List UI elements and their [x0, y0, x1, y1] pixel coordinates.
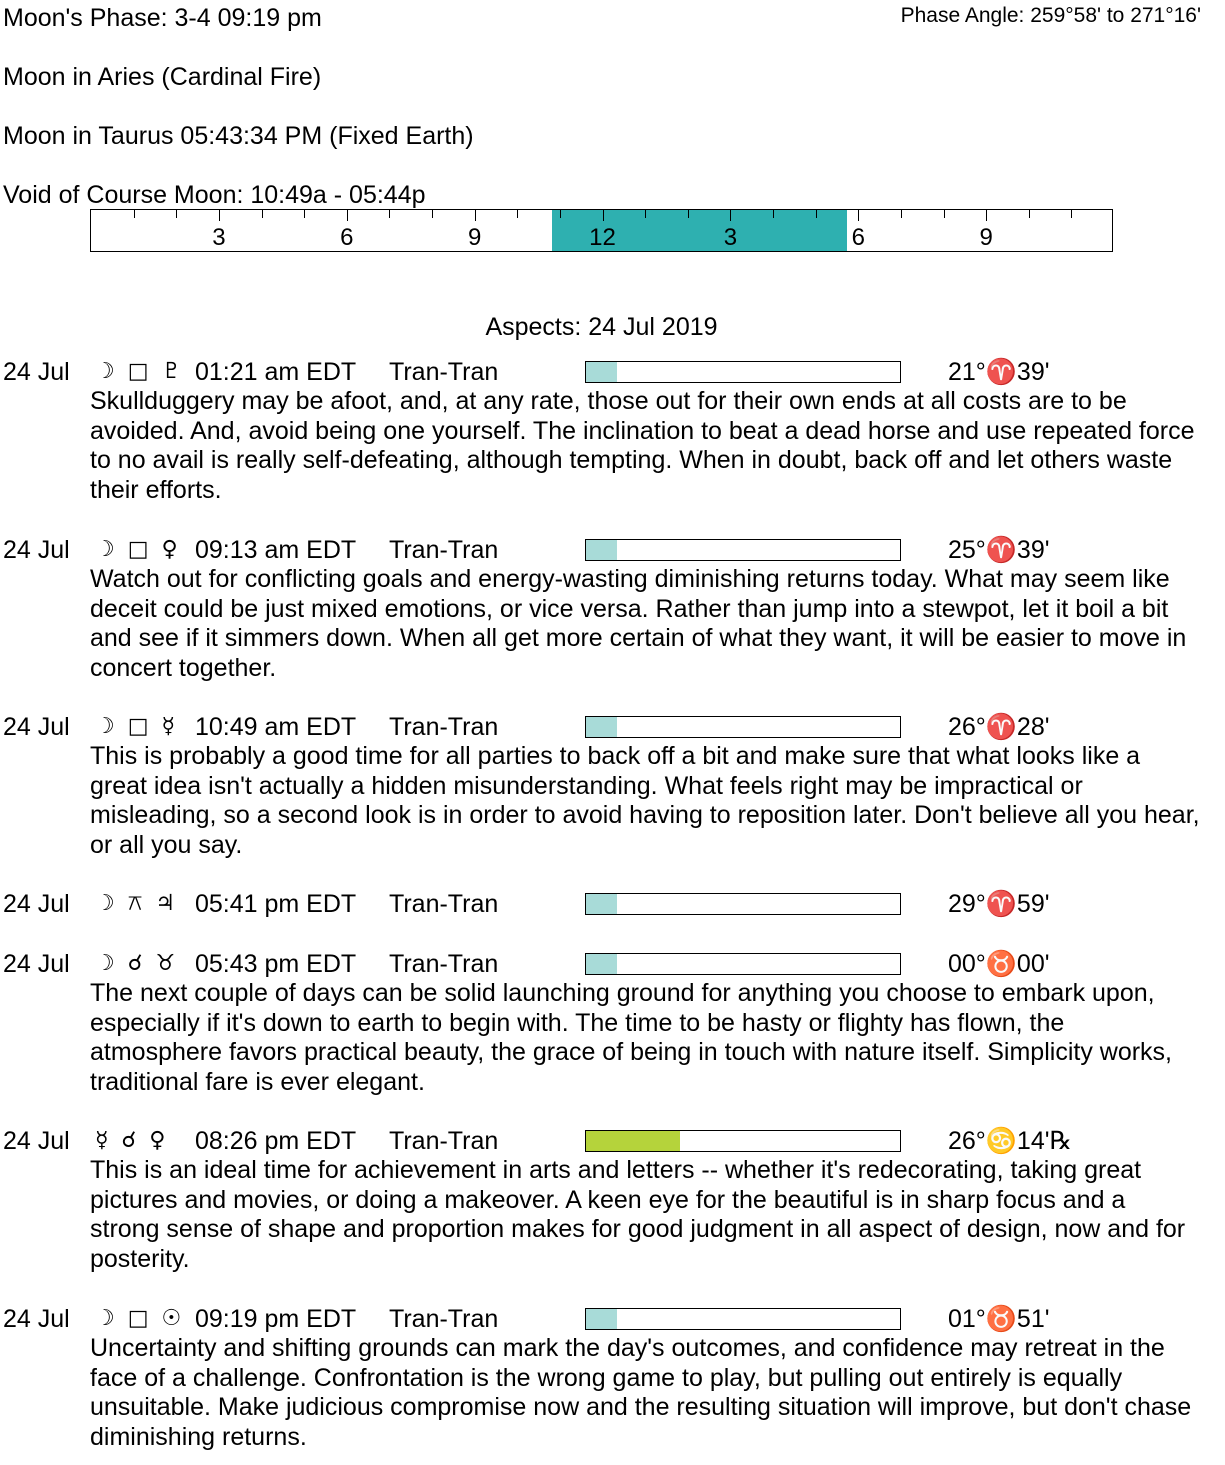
- aspect-strength-fill: [586, 954, 617, 974]
- timeline-tick: [858, 210, 859, 221]
- aspect-type: Tran-Tran: [389, 950, 499, 978]
- aspect-strength-bar: [585, 539, 901, 561]
- aspect-strength-bar: [585, 1130, 901, 1152]
- aspect-header: [0, 889, 1225, 919]
- aspect-entry: [0, 712, 1225, 860]
- timeline-hour-label: 9: [979, 224, 993, 251]
- aspect-type: Tran-Tran: [389, 536, 499, 564]
- void-of-course: Void of Course Moon: 10:49a - 05:44p: [3, 181, 426, 209]
- aspect-date: 24 Jul: [3, 713, 70, 741]
- timeline-tick: [901, 210, 902, 218]
- aspect-time: 10:49 am EDT: [195, 713, 357, 741]
- timeline-tick: [944, 210, 945, 218]
- aspect-entry: [0, 1304, 1225, 1452]
- timeline-hour-label: 3: [212, 224, 226, 251]
- aspect-type: Tran-Tran: [389, 358, 499, 386]
- aspect-header: [0, 535, 1225, 565]
- aspect-header: [0, 357, 1225, 387]
- aspect-date: 24 Jul: [3, 358, 70, 386]
- timeline-hour-label: 9: [467, 224, 482, 251]
- timeline-hour-label: 6: [851, 224, 865, 251]
- timeline-tick: [304, 210, 305, 218]
- aspect-entry: [0, 357, 1225, 505]
- timeline-tick: [560, 210, 561, 218]
- timeline-tick: [603, 210, 604, 221]
- aspect-position: 26°♈28': [948, 713, 1050, 741]
- aspect-glyphs: ☽ □ ♀: [95, 537, 181, 562]
- aspect-strength-bar: [585, 953, 901, 975]
- timeline-tick: [475, 210, 476, 221]
- aspect-position: 01°♉51': [948, 1305, 1050, 1333]
- aspect-time: 09:19 pm EDT: [195, 1305, 357, 1333]
- aspect-date: 24 Jul: [3, 1127, 70, 1155]
- aspect-glyphs: ☽ □ ♇: [95, 359, 185, 384]
- aspect-time: 05:43 pm EDT: [195, 950, 357, 978]
- aspect-time: 01:21 am EDT: [195, 358, 357, 386]
- aspect-glyphs: ☽ ☌ ♉: [95, 951, 179, 976]
- timeline-tick: [517, 210, 518, 218]
- aspect-time: 05:41 pm EDT: [195, 890, 357, 918]
- aspect-description: Uncertainty and shifting grounds can mark the day's outcomes, and confidence may retreat in the face of a challenge. Confrontation is the wrong game to play, but pulling out entirely is equally unsuitable. Make judicious compromise now and the resulting situation will improve, but don't chase diminishing returns.: [90, 1334, 1192, 1451]
- aspect-strength-bar: [585, 893, 901, 915]
- timeline-tick: [176, 210, 177, 218]
- aspect-glyphs: ☽ □ ☿: [95, 714, 178, 739]
- timeline-tick: [688, 210, 689, 218]
- aspect-strength-fill: [586, 1131, 680, 1151]
- aspect-entry: [0, 889, 1225, 919]
- aspect-header: [0, 712, 1225, 742]
- aspect-header: [0, 949, 1225, 979]
- timeline-tick: [134, 210, 135, 218]
- aspect-entry: [0, 949, 1225, 1097]
- timeline-tick: [389, 210, 390, 218]
- aspect-description: Watch out for conflicting goals and energy-wasting diminishing returns today. What may seem like deceit could be just mixed emotions, or vice versa. Rather than jump into a stewpot, let it boil a bit and see if it simmers down. When all get more certain of what they want, it will be easier to move in concert together.: [90, 565, 1187, 682]
- moon-sign: Moon in Aries (Cardinal Fire): [3, 63, 322, 91]
- aspect-strength-fill: [586, 540, 617, 560]
- timeline-tick: [773, 210, 774, 218]
- moon-ingress: Moon in Taurus 05:43:34 PM (Fixed Earth): [3, 122, 474, 150]
- phase-angle: Phase Angle: 259°58' to 271°16': [900, 4, 1201, 27]
- aspect-description: The next couple of days can be solid launching ground for anything you choose to embark upon, especially if it's down to earth to begin with. The time to be hasty or flighty has flown, the atmosphere favors practical beauty, the grace of being in touch with nature itself. Simplicity works, traditional fare is ever elegant.: [90, 979, 1172, 1096]
- timeline-tick: [730, 210, 731, 221]
- timeline-hour-label: 3: [723, 224, 738, 251]
- aspect-entry: [0, 535, 1225, 683]
- aspect-description: Skullduggery may be afoot, and, at any rate, those out for their own ends at all costs are to be avoided. And, avoid being one yourself. The inclination to beat a dead horse and use repeated force to no avail is really self-defeating, although tempting. When in doubt, back off and let others waste their efforts.: [90, 387, 1195, 504]
- aspect-header: [0, 1126, 1225, 1156]
- aspect-glyphs: ☽ ⚻ ♃: [95, 891, 179, 916]
- aspect-header: [0, 1304, 1225, 1334]
- timeline-tick: [816, 210, 817, 218]
- aspect-strength-fill: [586, 1309, 617, 1329]
- aspect-position: 21°♈39': [948, 358, 1050, 386]
- aspect-strength-fill: [586, 362, 617, 382]
- aspect-type: Tran-Tran: [389, 890, 499, 918]
- aspect-type: Tran-Tran: [389, 1127, 499, 1155]
- aspects-title: Aspects: 24 Jul 2019: [485, 313, 718, 341]
- aspect-time: 09:13 am EDT: [195, 536, 357, 564]
- aspect-type: Tran-Tran: [389, 713, 499, 741]
- timeline-tick: [432, 210, 433, 218]
- timeline-tick: [347, 210, 348, 221]
- aspect-position: 26°♋14'℞: [948, 1127, 1072, 1155]
- aspect-time: 08:26 pm EDT: [195, 1127, 357, 1155]
- timeline-tick: [986, 210, 987, 221]
- aspect-date: 24 Jul: [3, 890, 70, 918]
- aspect-strength-bar: [585, 361, 901, 383]
- aspect-strength-bar: [585, 716, 901, 738]
- aspect-date: 24 Jul: [3, 536, 70, 564]
- aspect-position: 25°♈39': [948, 536, 1050, 564]
- aspect-strength-bar: [585, 1308, 901, 1330]
- aspect-entry: [0, 1126, 1225, 1274]
- aspect-type: Tran-Tran: [389, 1305, 499, 1333]
- aspect-strength-fill: [586, 717, 617, 737]
- timeline-tick: [262, 210, 263, 218]
- aspect-glyphs: ☿ ☌ ♀: [95, 1128, 169, 1153]
- aspect-position: 00°♉00': [948, 950, 1050, 978]
- timeline-hour-label: 6: [340, 224, 354, 251]
- aspect-glyphs: ☽ □ ☉: [95, 1306, 185, 1331]
- aspect-description: This is an ideal time for achievement in arts and letters -- whether it's redecorating, taking great pictures and movies, or doing a makeover. A keen eye for the beautiful is in sharp focus and a strong sense of shape and proportion makes for good judgment in all aspect of design, now and for posterity.: [90, 1156, 1186, 1273]
- aspect-date: 24 Jul: [3, 950, 70, 978]
- timeline-tick: [645, 210, 646, 218]
- timeline-tick: [1029, 210, 1030, 218]
- aspect-strength-fill: [586, 894, 617, 914]
- aspect-position: 29°♈59': [948, 890, 1050, 918]
- moon-phase: Moon's Phase: 3-4 09:19 pm: [3, 4, 322, 32]
- aspect-description: This is probably a good time for all parties to back off a bit and make sure that what looks like a great idea isn't actually a hidden misunderstanding. What feels right may be impractical or misleading, so a second look is in order to avoid having to reposition later. Don't believe all you hear, or all you say.: [90, 742, 1200, 859]
- timeline-tick: [219, 210, 220, 221]
- aspect-date: 24 Jul: [3, 1305, 70, 1333]
- timeline-hour-label: 12: [589, 224, 616, 251]
- void-of-course-timeline: [90, 209, 1113, 252]
- timeline-tick: [1071, 210, 1072, 218]
